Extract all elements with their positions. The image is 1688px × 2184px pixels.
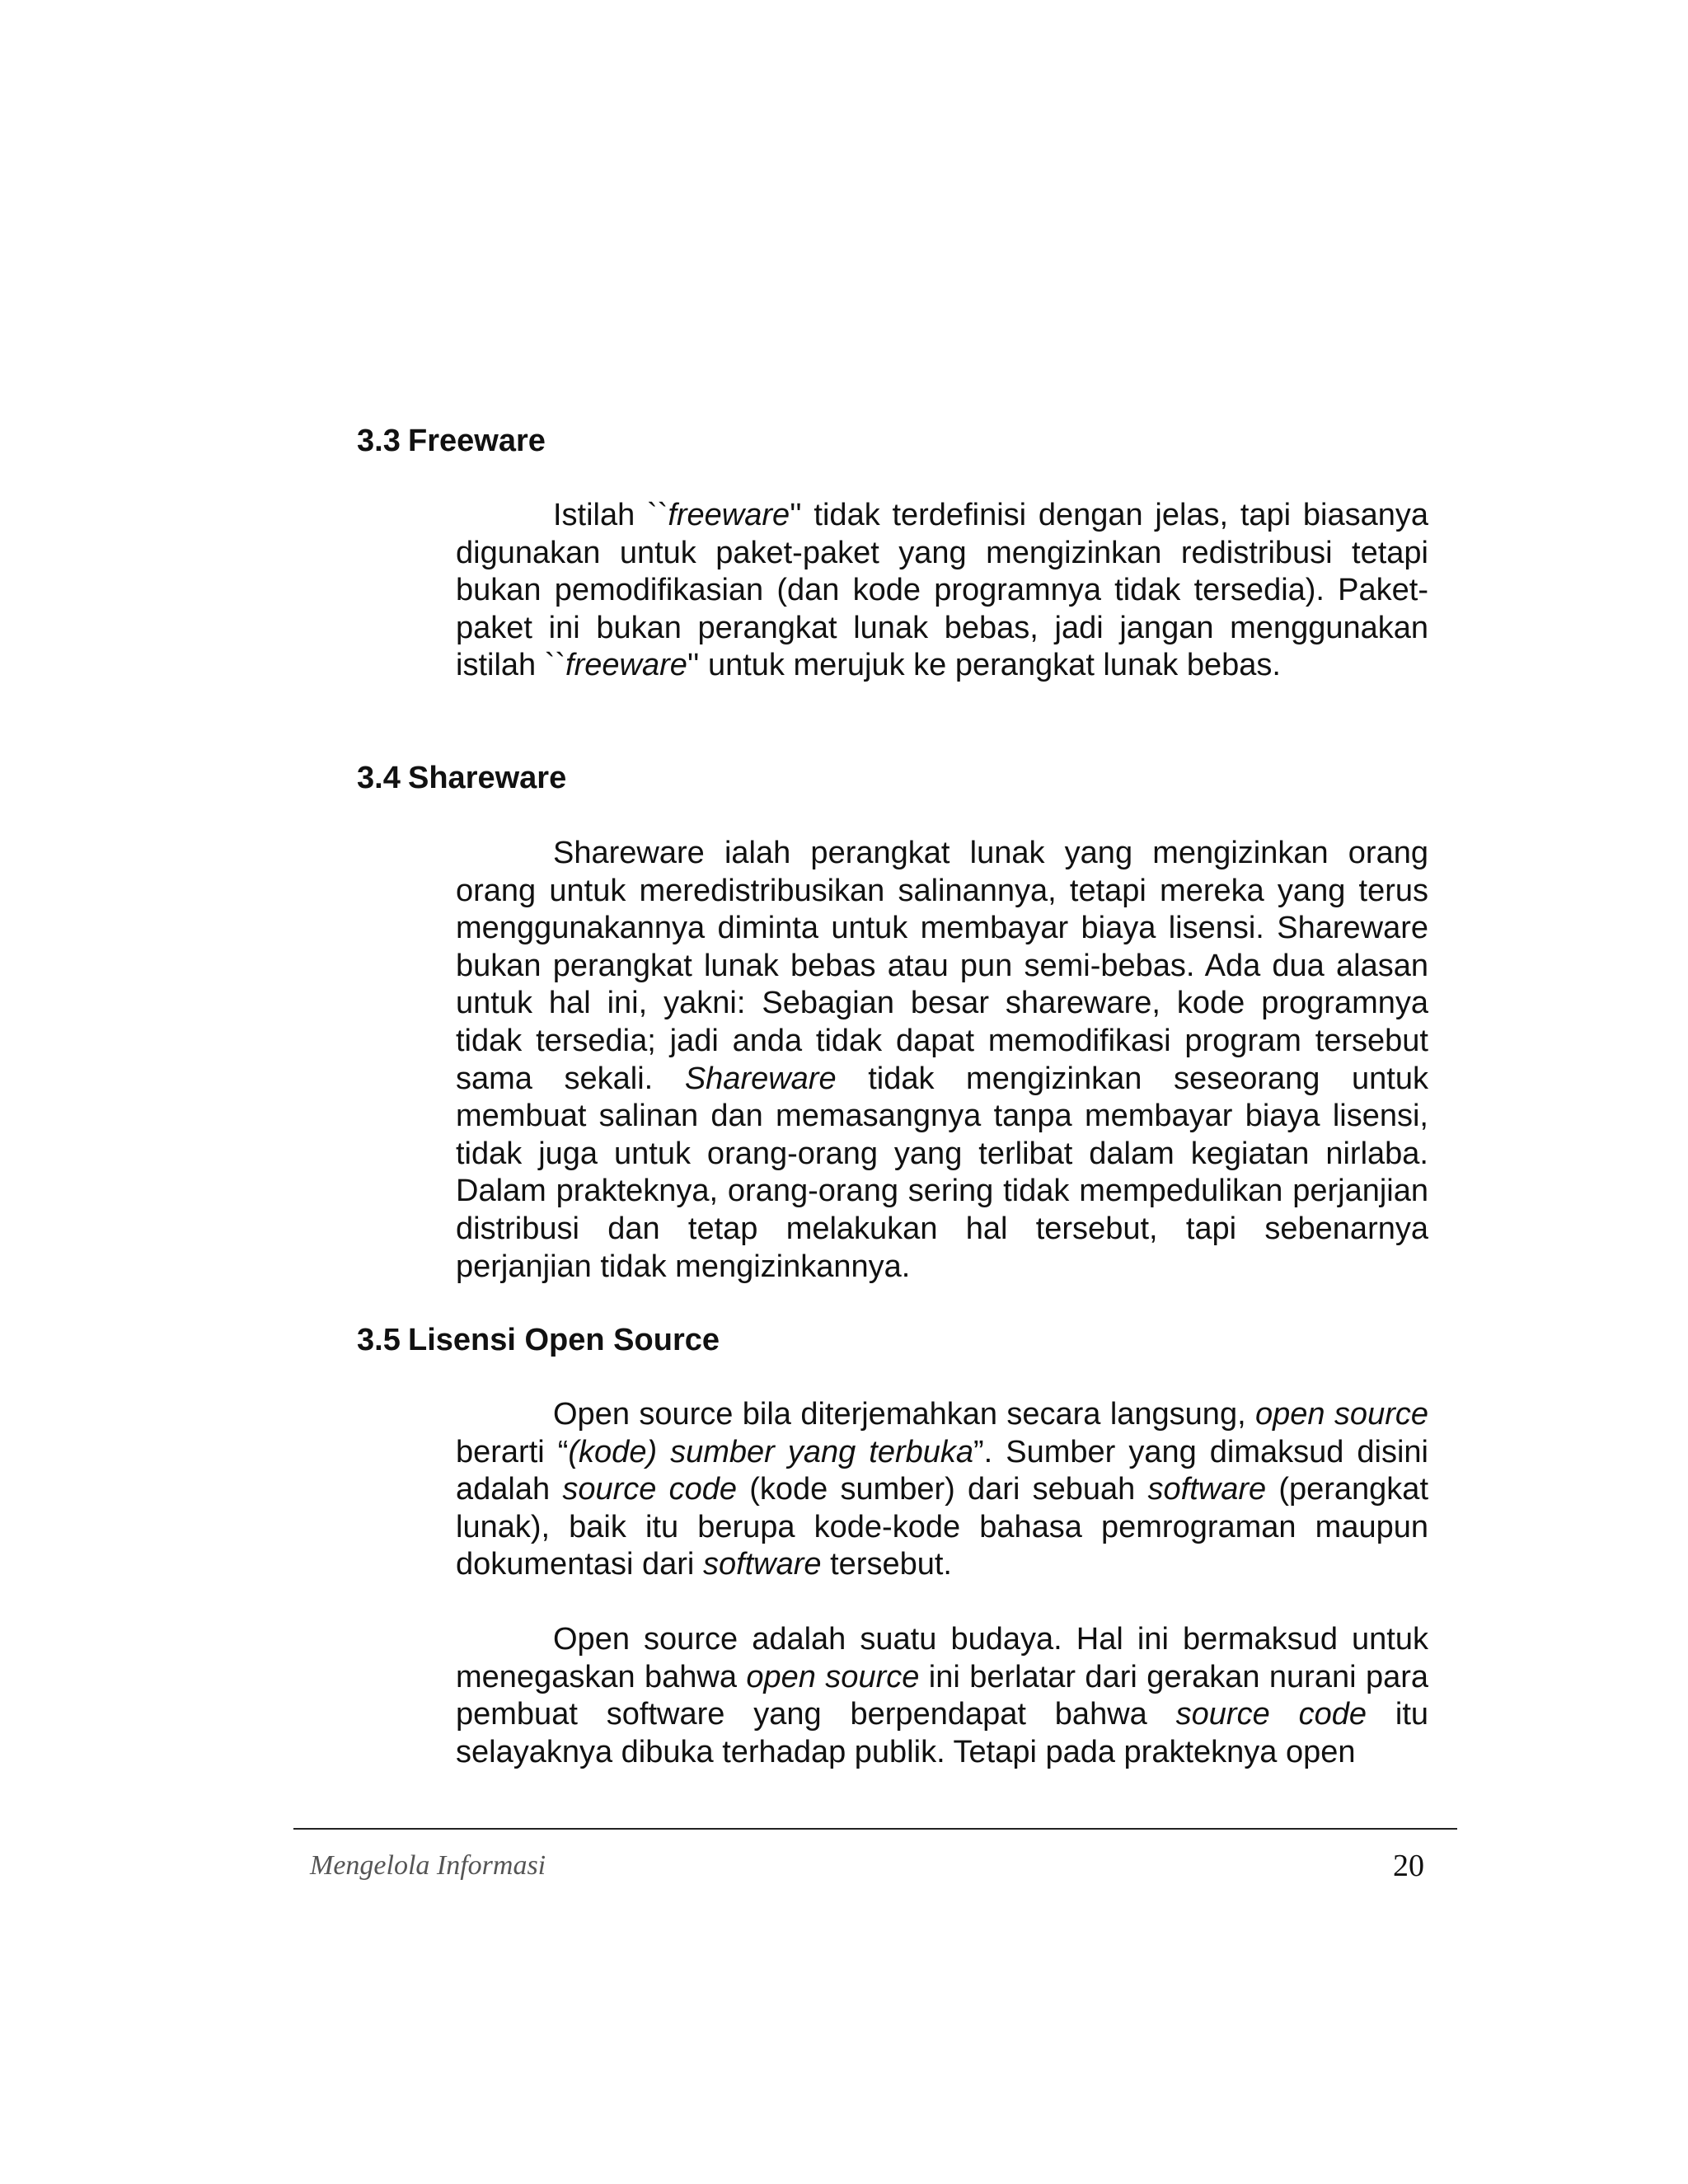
italic-text-run: source code — [562, 1472, 737, 1507]
paragraph-open-source-definition — [456, 1396, 1428, 1584]
section-number: 3.3 — [357, 424, 401, 458]
text-run: ini berlatar dari gerakan nurani para pembuat software yang berpendapat bahwa — [456, 1659, 1428, 1732]
italic-text-run: open source — [1255, 1397, 1428, 1432]
italic-text-run: open source — [746, 1659, 920, 1694]
text-run: (perangkat lunak), baik itu berupa kode-kode bahasa pemrograman maupun dokumentasi dari — [456, 1472, 1429, 1582]
section-title: Shareware — [408, 761, 567, 795]
text-run: Open source adalah suatu budaya. Hal ini bermaksud untuk menegaskan bahwa — [456, 1622, 1428, 1694]
text-run: Istilah `` — [553, 498, 668, 532]
footer-divider — [293, 1828, 1457, 1830]
section-heading-shareware — [357, 759, 566, 797]
page-number: 20 — [1393, 1849, 1424, 1883]
section-title: Freeware — [408, 424, 546, 458]
italic-text-run: freeware — [565, 648, 687, 683]
section-number: 3.5 — [357, 1323, 401, 1357]
paragraph-open-source-culture — [456, 1621, 1428, 1771]
text-run: Open source bila diterjemahkan secara langsung, — [553, 1397, 1256, 1432]
section-heading-freeware — [357, 422, 546, 460]
italic-text-run: software — [1147, 1472, 1267, 1507]
text-run: itu selayaknya dibuka terhadap publik. Tetapi pada prakteknya open — [456, 1697, 1429, 1769]
text-run: '' untuk merujuk ke perangkat lunak bebas. — [687, 648, 1281, 683]
section-heading-open-source — [357, 1321, 720, 1359]
italic-text-run: source code — [1175, 1697, 1367, 1732]
text-run: Shareware ialah perangkat lunak yang mengizinkan orang orang untuk meredistribusikan salinannya, tetapi mereka yang terus menggunakannya diminta untuk membayar biaya lisensi. Shareware bukan perangkat lunak bebas atau pun semi-bebas. Ada dua alasan untuk hal ini, yakni: Sebagian besar shareware, kode programnya tidak tersedia; jadi anda tidak dapat memodifikasi program tersebut sama sekali. — [456, 836, 1428, 1096]
italic-text-run: software — [702, 1547, 822, 1582]
section-title: Lisensi Open Source — [408, 1323, 720, 1357]
text-run: ”. Sumber yang dimaksud disini adalah — [456, 1434, 1428, 1507]
text-run: tersebut. — [821, 1547, 952, 1582]
text-run: berarti “ — [456, 1434, 569, 1469]
paragraph-freeware — [456, 497, 1428, 685]
text-run: tidak mengizinkan seseorang untuk membuat salinan dan memasangnya tanpa membayar biaya lisensi, tidak juga untuk orang-orang yang terlibat dalam kegiatan nirlaba. Dalam prakteknya, orang-orang sering tidak mempedulikan perjanjian distribusi dan tetap melakukan hal tersebut, tapi sebenarnya perjanjian tidak mengizinkannya. — [456, 1061, 1428, 1284]
italic-text-run: Shareware — [684, 1061, 837, 1096]
text-run: '' tidak terdefinisi dengan jelas, tapi biasanya digunakan untuk paket-paket yang mengizinkan redistribusi tetapi bukan pemodifikasian (dan kode programnya tidak tersedia). Paket-paket ini bukan perangkat lunak bebas, jadi jangan menggunakan istilah `` — [456, 498, 1428, 683]
footer-title: Mengelola Informasi — [310, 1850, 546, 1881]
text-run: (kode sumber) dari sebuah — [737, 1472, 1148, 1507]
section-number: 3.4 — [357, 761, 401, 795]
paragraph-shareware — [456, 835, 1428, 1286]
italic-text-run: (kode) sumber yang terbuka — [568, 1434, 974, 1469]
italic-text-run: freeware — [668, 498, 790, 532]
